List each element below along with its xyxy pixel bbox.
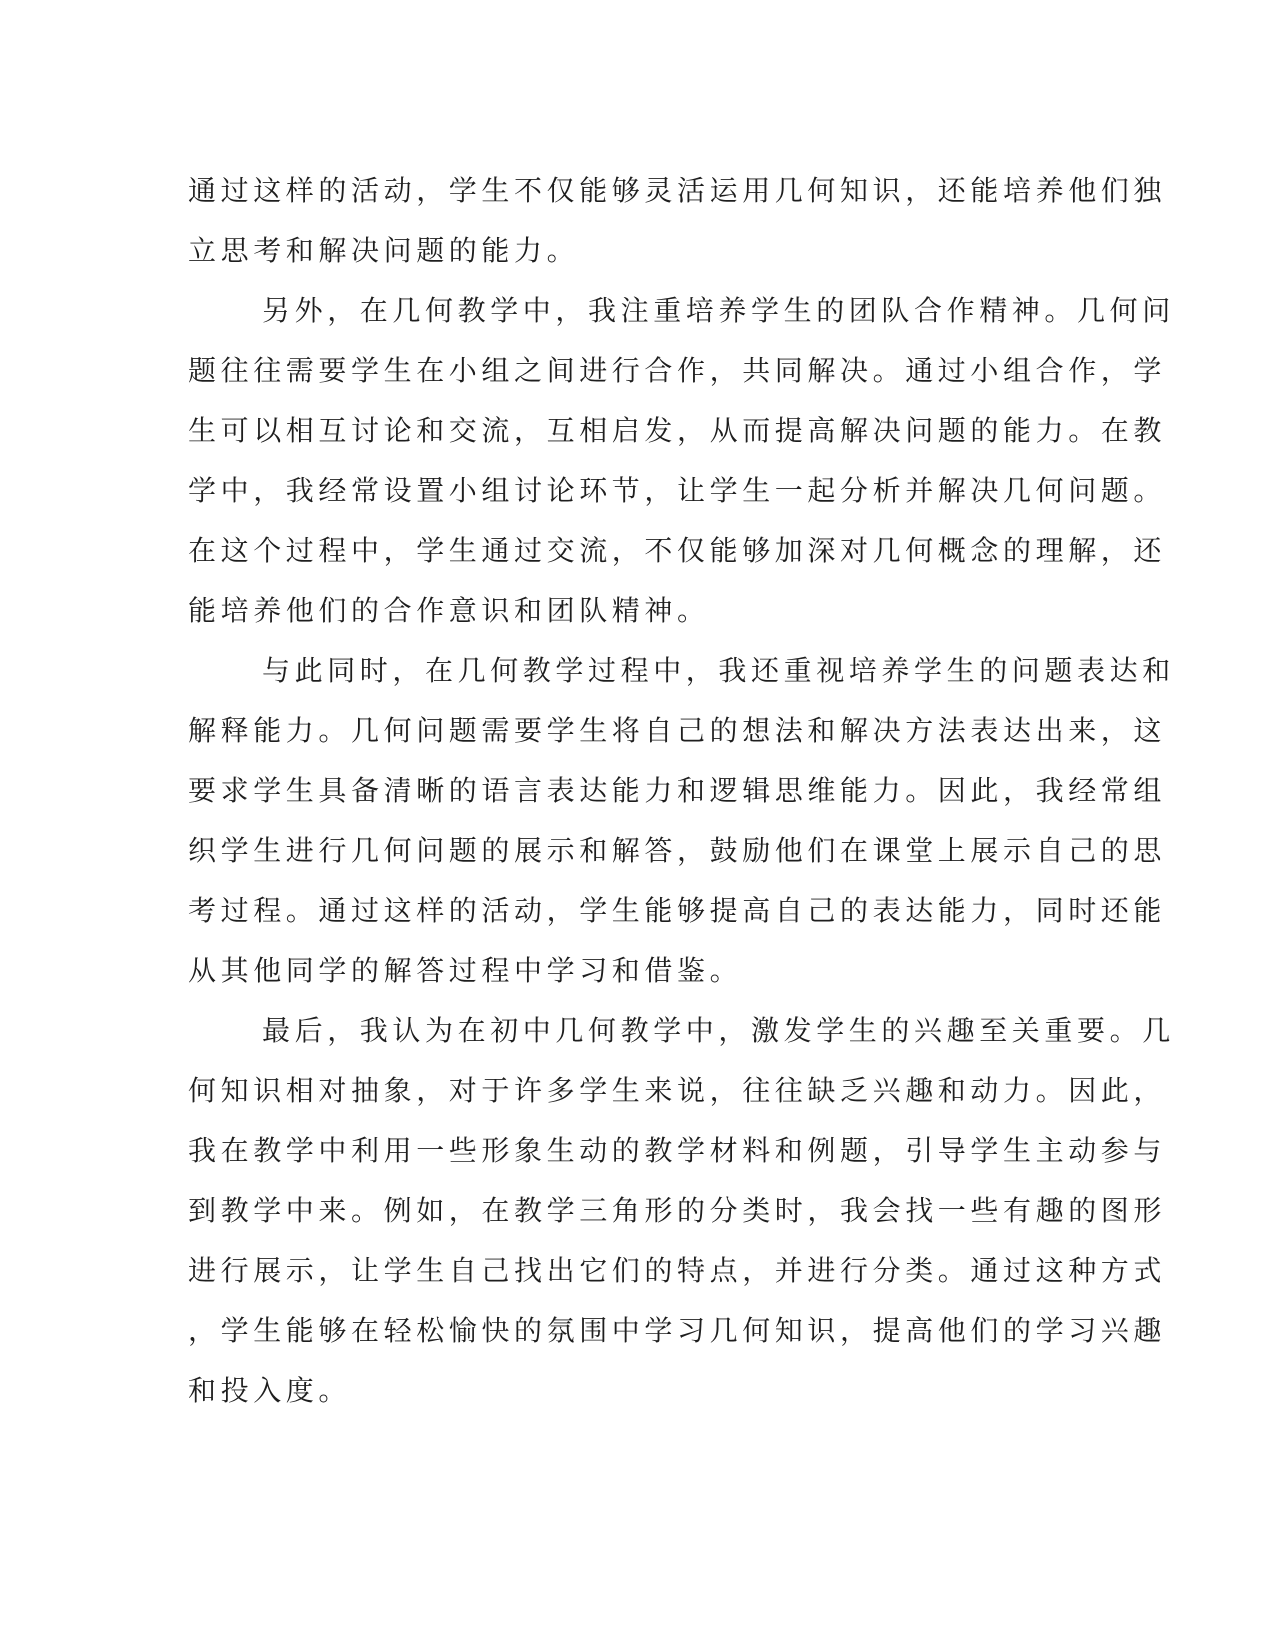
body-text [188, 161, 1175, 1421]
paragraph [188, 641, 1175, 1001]
text-line: 和投入度。 [188, 1374, 352, 1407]
text-line: 何知识相对抽象，对于许多学生来说，往往缺乏兴趣和动力。因此， [188, 1074, 1167, 1107]
text-line: 生可以相互讨论和交流，互相启发，从而提高解决问题的能力。在教 [188, 414, 1167, 447]
text-line: 通过这样的活动，学生不仅能够灵活运用几何知识，还能培养他们独 [188, 174, 1167, 207]
text-line: 到教学中来。例如，在教学三角形的分类时，我会找一些有趣的图形 [188, 1194, 1167, 1227]
text-line: 最后，我认为在初中几何教学中，激发学生的兴趣至关重要。几 [262, 1014, 1175, 1047]
text-line: 我在教学中利用一些形象生动的教学材料和例题，引导学生主动参与 [188, 1134, 1167, 1167]
text-line: 进行展示，让学生自己找出它们的特点，并进行分类。通过这种方式 [188, 1254, 1167, 1287]
text-line: 能培养他们的合作意识和团队精神。 [188, 594, 710, 627]
text-line: 要求学生具备清晰的语言表达能力和逻辑思维能力。因此，我经常组 [188, 774, 1167, 807]
text-line: 从其他同学的解答过程中学习和借鉴。 [188, 954, 743, 987]
text-line: ，学生能够在轻松愉快的氛围中学习几何知识，提高他们的学习兴趣 [188, 1314, 1167, 1347]
text-line: 立思考和解决问题的能力。 [188, 234, 580, 267]
text-line: 解释能力。几何问题需要学生将自己的想法和解决方法表达出来，这 [188, 714, 1167, 747]
text-line: 考过程。通过这样的活动，学生能够提高自己的表达能力，同时还能 [188, 894, 1167, 927]
text-line: 题往往需要学生在小组之间进行合作，共同解决。通过小组合作，学 [188, 354, 1167, 387]
paragraph [188, 161, 1167, 281]
text-line: 与此同时，在几何教学过程中，我还重视培养学生的问题表达和 [262, 654, 1175, 687]
paragraph [188, 281, 1175, 641]
text-line: 学中，我经常设置小组讨论环节，让学生一起分析并解决几何问题。 [188, 474, 1167, 507]
text-line: 另外，在几何教学中，我注重培养学生的团队合作精神。几何问 [262, 294, 1175, 327]
paragraph [188, 1001, 1175, 1421]
text-line: 在这个过程中，学生通过交流，不仅能够加深对几何概念的理解，还 [188, 534, 1167, 567]
text-line: 织学生进行几何问题的展示和解答，鼓励他们在课堂上展示自己的思 [188, 834, 1167, 867]
